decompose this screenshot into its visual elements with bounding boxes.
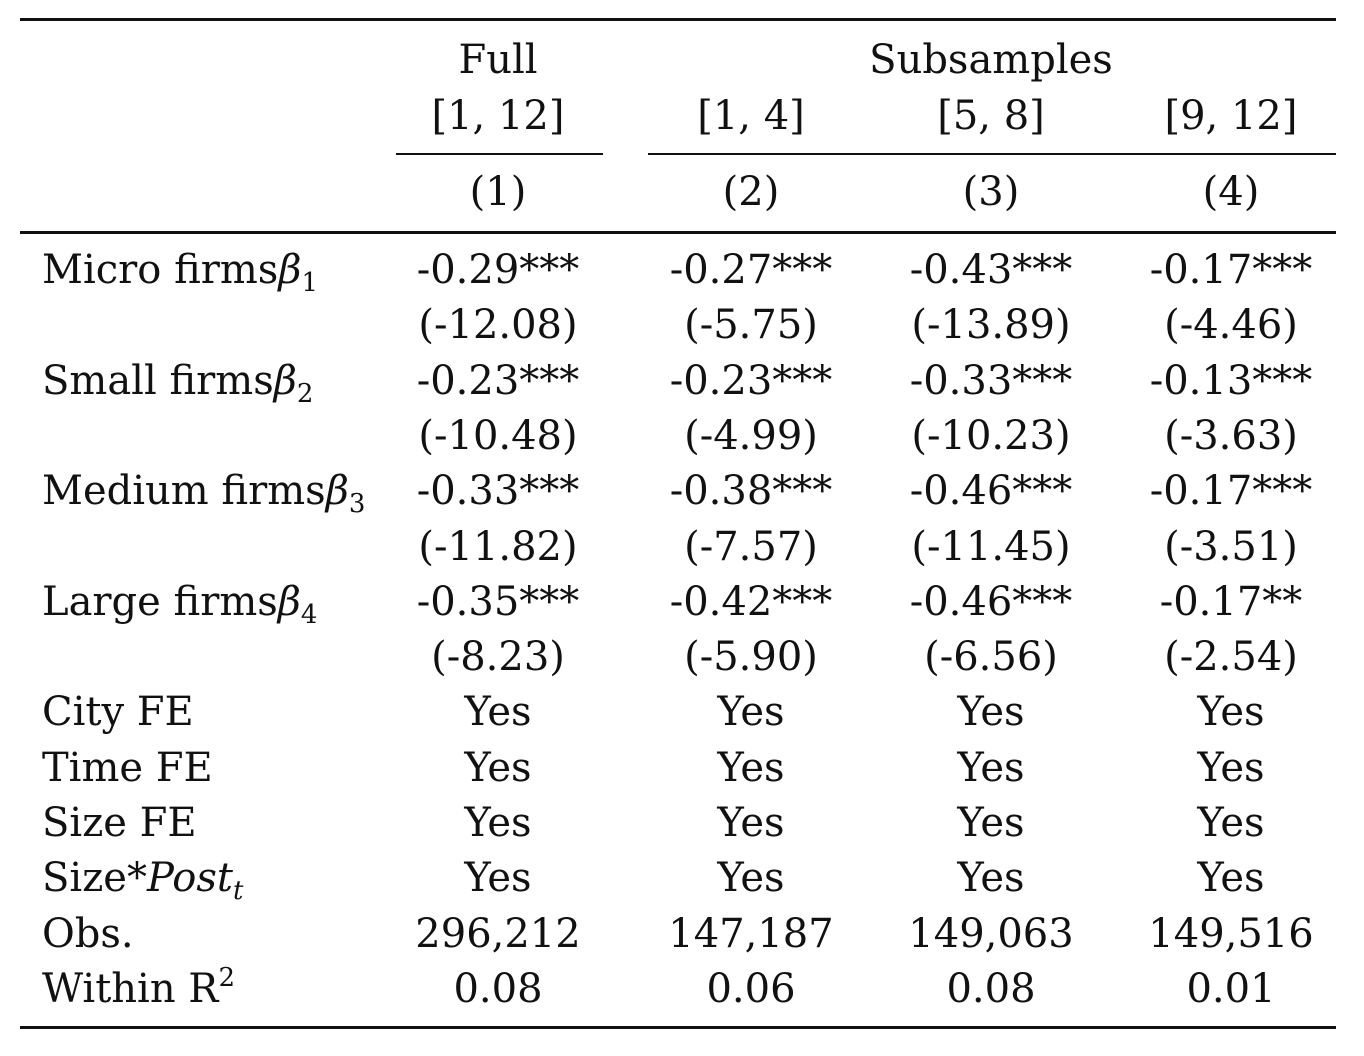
coefficient-cell: -0.42***: [669, 578, 833, 625]
control-cell: Yes: [957, 689, 1025, 736]
control-cell: Yes: [1197, 689, 1265, 736]
t-stat-cell: (-5.75): [684, 302, 818, 349]
r2-cell: 0.01: [1186, 965, 1276, 1012]
beta-subscript: 1: [301, 268, 318, 298]
column-number-3: (3): [962, 169, 1020, 215]
coefficient-cell: -0.13***: [1149, 357, 1313, 404]
control-cell: Yes: [717, 744, 785, 791]
row-label-text: Large firms: [42, 578, 278, 625]
post-subscript: t: [232, 876, 244, 907]
cmidrule-subsamples: [648, 153, 1336, 155]
header-full: Full: [458, 37, 538, 83]
control-label: [42, 797, 197, 849]
control-label-text: Size*: [42, 855, 147, 902]
t-stat-cell: (-4.46): [1164, 302, 1298, 349]
t-stat-cell: (-10.48): [418, 412, 578, 459]
beta-symbol: β: [277, 578, 301, 625]
bottom-rule: [20, 1026, 1336, 1029]
coefficient-cell: -0.23***: [416, 357, 580, 404]
control-cell: Yes: [957, 744, 1025, 791]
post-symbol: Post: [146, 855, 233, 902]
t-stat-cell: (-5.90): [684, 634, 818, 681]
row-label-text: Small firms: [42, 357, 274, 404]
r2-cell: 0.08: [946, 965, 1036, 1012]
coefficient-cell: -0.46***: [909, 578, 1073, 625]
control-cell: Yes: [464, 744, 532, 791]
r2-cell: 0.08: [453, 965, 543, 1012]
control-label-text: Time FE: [42, 744, 213, 791]
t-stat-cell: (-6.56): [924, 634, 1058, 681]
beta-subscript: 2: [296, 378, 314, 409]
row-label: [42, 576, 317, 628]
obs-cell: 147,187: [668, 910, 834, 957]
control-cell: Yes: [957, 800, 1025, 846]
t-stat-cell: (-13.89): [911, 302, 1071, 349]
t-stat-cell: (-11.82): [418, 523, 578, 570]
t-stat-cell: (-7.57): [684, 523, 818, 570]
beta-symbol: β: [278, 247, 302, 293]
header-range-3: [5, 8]: [937, 93, 1045, 139]
control-label: [42, 686, 194, 738]
header-range-2: [1, 4]: [697, 93, 805, 139]
coefficient-cell: -0.27***: [669, 247, 833, 293]
r2-superscript: 2: [218, 962, 235, 993]
column-number-1: (1): [469, 169, 527, 215]
control-label: [42, 852, 244, 907]
obs-cell: 296,212: [415, 910, 581, 957]
coefficient-cell: -0.33***: [416, 468, 580, 515]
obs-cell: 149,063: [908, 910, 1074, 957]
beta-subscript: 3: [348, 489, 366, 520]
coefficient-cell: -0.23***: [669, 357, 833, 404]
beta-symbol: β: [273, 357, 297, 404]
top-rule: [20, 18, 1336, 21]
t-stat-cell: (-10.23): [911, 412, 1071, 459]
coefficient-cell: -0.33***: [909, 357, 1073, 404]
control-cell: Yes: [717, 800, 785, 846]
row-label: [42, 355, 313, 407]
coefficient-cell: -0.17***: [1149, 468, 1313, 515]
r2-label: [42, 963, 235, 1015]
coefficient-cell: -0.46***: [909, 468, 1073, 515]
t-stat-cell: (-4.99): [684, 412, 818, 459]
beta-symbol: β: [325, 468, 349, 515]
control-cell: Yes: [1197, 744, 1265, 791]
t-stat-cell: (-12.08): [418, 302, 578, 349]
r2-label-text: Within R: [42, 965, 219, 1012]
column-number-2: (2): [722, 169, 780, 215]
obs-cell: 149,516: [1148, 910, 1314, 957]
control-cell: Yes: [1197, 855, 1265, 902]
t-stat-cell: (-3.51): [1164, 523, 1298, 570]
t-stat-cell: (-11.45): [911, 523, 1071, 570]
coefficient-cell: -0.35***: [416, 578, 580, 625]
coefficient-cell: -0.17***: [1149, 247, 1313, 293]
row-label: [42, 465, 366, 520]
header-range-1: [1, 12]: [431, 93, 565, 139]
row-label-text: Micro firms: [42, 247, 279, 293]
control-cell: Yes: [464, 855, 532, 902]
mid-rule: [20, 231, 1336, 234]
header-range-4: [9, 12]: [1164, 93, 1298, 139]
r2-cell: 0.06: [706, 965, 796, 1012]
coefficient-cell: -0.29***: [416, 247, 580, 293]
column-number-4: (4): [1202, 169, 1260, 215]
control-cell: Yes: [1197, 800, 1265, 846]
control-label-text: Size FE: [42, 800, 197, 846]
control-label-text: City FE: [42, 689, 194, 736]
control-cell: Yes: [464, 800, 532, 846]
t-stat-cell: (-8.23): [431, 634, 565, 681]
control-cell: Yes: [957, 855, 1025, 902]
control-cell: Yes: [464, 689, 532, 736]
beta-subscript: 4: [300, 599, 318, 630]
row-label-text: Medium firms: [42, 468, 326, 515]
t-stat-cell: (-3.63): [1164, 412, 1298, 459]
cmidrule-full: [396, 153, 603, 155]
coefficient-cell: -0.17**: [1159, 578, 1303, 625]
obs-label: Obs.: [42, 910, 134, 957]
control-cell: Yes: [717, 855, 785, 902]
t-stat-cell: (-2.54): [1164, 634, 1298, 681]
control-cell: Yes: [717, 689, 785, 736]
control-label: [42, 742, 213, 794]
coefficient-cell: -0.43***: [909, 247, 1073, 293]
coefficient-cell: -0.38***: [669, 468, 833, 515]
header-subsamples: Subsamples: [869, 37, 1113, 83]
row-label: [42, 244, 318, 296]
